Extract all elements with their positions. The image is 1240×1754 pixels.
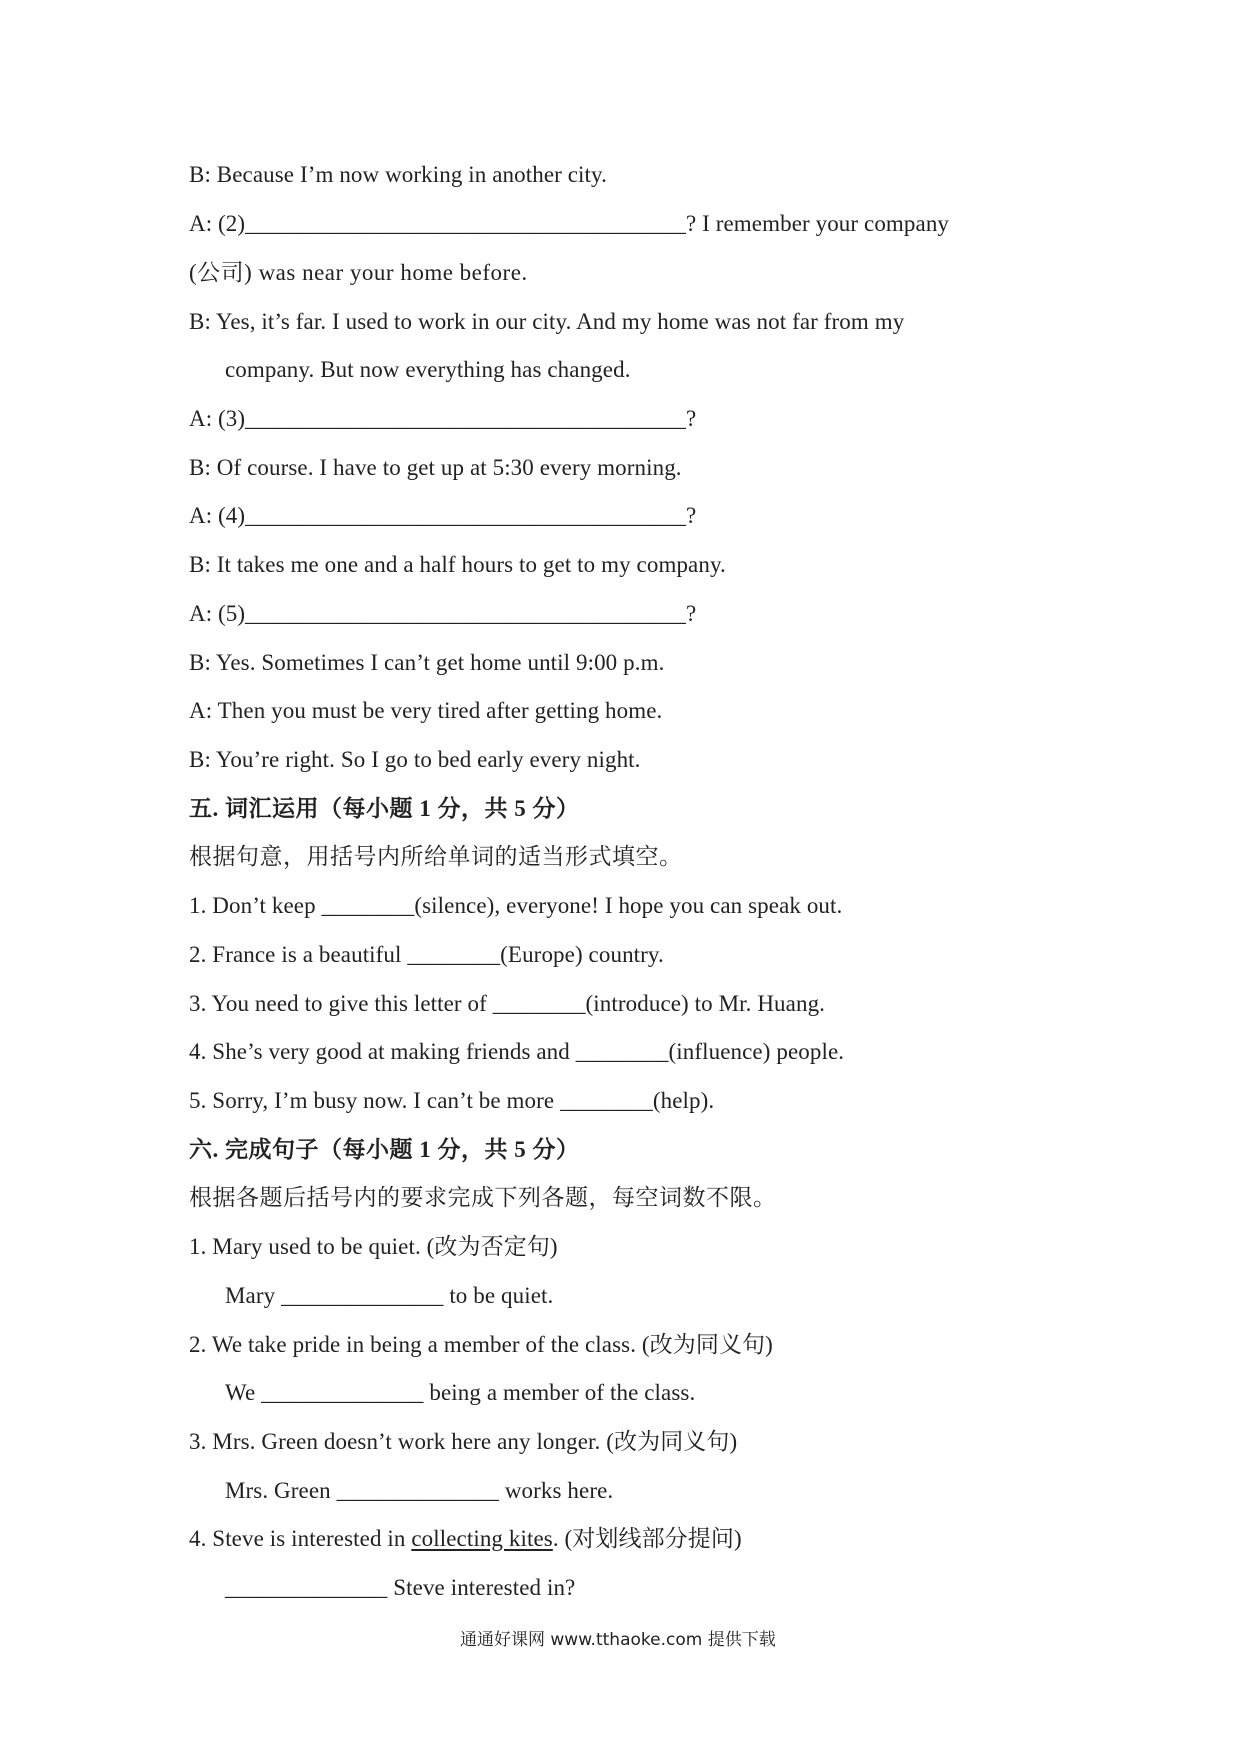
dialogue-line: B: Yes. Sometimes I can’t get home until 9:00 p.m.	[189, 650, 665, 675]
vocab-item: 2. France is a beautiful ________(Europe) country.	[189, 942, 664, 967]
dialogue-line: B: You’re right. So I go to bed early every night.	[189, 747, 641, 772]
dialogue-line: company. But now everything has changed.	[225, 357, 631, 382]
vocab-item: 3. You need to give this letter of ________(introduce) to Mr. Huang.	[189, 991, 826, 1016]
section5-instruction: 根据句意，用括号内所给单词的适当形式填空。	[189, 844, 683, 869]
dialogue-line: A: (5)______________________________________?	[189, 601, 697, 626]
dialogue-line: B: Of course. I have to get up at 5:30 every morning.	[189, 455, 682, 480]
footer-source: 通通好课网 www.tthaoke.com 提供下载	[460, 1630, 776, 1650]
section6-instruction: 根据各题后括号内的要求完成下列各题，每空词数不限。	[189, 1185, 777, 1210]
section5-heading: 五. 词汇运用（每小题 1 分，共 5 分）	[189, 796, 580, 821]
underlined-phrase: collecting kites	[411, 1526, 553, 1551]
dialogue-line: B: Yes, it’s far. I used to work in our city. And my home was not far from my	[189, 309, 905, 334]
vocab-item: 1. Don’t keep ________(silence), everyone! I hope you can speak out.	[189, 893, 843, 918]
sentence-question-2: 2. We take pride in being a member of the class. (改为同义句)	[189, 1332, 773, 1357]
dialogue-line: (公司) was near your home before.	[189, 260, 528, 285]
sentence-question-3: 3. Mrs. Green doesn’t work here any longer. (改为同义句)	[189, 1429, 738, 1454]
dialogue-line: A: Then you must be very tired after getting home.	[189, 698, 663, 723]
question-4-suffix: . (对划线部分提问)	[552, 1526, 742, 1551]
sentence-question-4	[189, 1525, 742, 1553]
sentence-answer-4: ______________ Steve interested in?	[225, 1575, 576, 1600]
dialogue-line: A: (2)______________________________________? I remember your company	[189, 211, 950, 236]
question-4-prefix: 4. Steve is interested in	[189, 1526, 412, 1551]
dialogue-line: A: (3)______________________________________?	[189, 406, 697, 431]
dialogue-line: B: It takes me one and a half hours to get to my company.	[189, 552, 726, 577]
sentence-answer-1: Mary ______________ to be quiet.	[225, 1283, 554, 1308]
vocab-item: 4. She’s very good at making friends and ________(influence) people.	[189, 1039, 845, 1064]
dialogue-line: A: (4)______________________________________?	[189, 503, 697, 528]
sentence-question-1: 1. Mary used to be quiet. (改为否定句)	[189, 1234, 558, 1259]
sentence-answer-2: We ______________ being a member of the class.	[225, 1380, 696, 1405]
vocab-item: 5. Sorry, I’m busy now. I can’t be more ________(help).	[189, 1088, 715, 1113]
section6-heading: 六. 完成句子（每小题 1 分，共 5 分）	[189, 1137, 580, 1162]
sentence-answer-3: Mrs. Green ______________ works here.	[225, 1478, 614, 1503]
dialogue-line: B: Because I’m now working in another city.	[189, 162, 607, 187]
